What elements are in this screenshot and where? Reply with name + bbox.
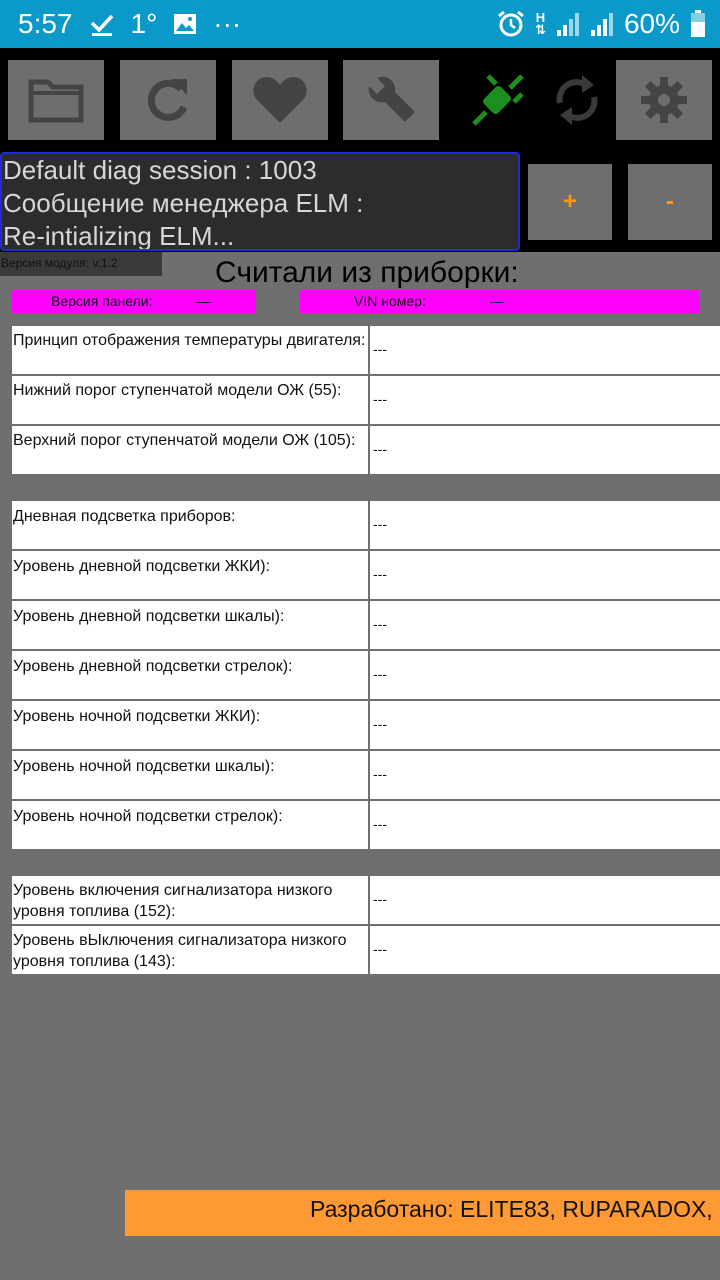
table-row bbox=[12, 651, 720, 699]
param-label: Уровень дневной подсветки ЖКИ): bbox=[12, 551, 368, 599]
panel-version-bar bbox=[12, 290, 256, 313]
param-label: Уровень ночной подсветки ЖКИ): bbox=[12, 701, 368, 749]
module-version: Версия модуля: v.1.2 bbox=[0, 252, 162, 276]
favorites-button[interactable] bbox=[232, 60, 328, 140]
network-type-icon bbox=[535, 12, 546, 36]
param-label: Уровень включения сигнализатора низкого уровня топлива (152): bbox=[12, 876, 368, 924]
param-label: Уровень вЫключения сигнализатора низкого уровня топлива (143): bbox=[12, 926, 368, 974]
param-label: Уровень ночной подсветки стрелок): bbox=[12, 801, 368, 849]
param-value: --- bbox=[370, 601, 720, 649]
read-header: Считали из приборки: bbox=[215, 256, 519, 289]
notification-count: 1° bbox=[130, 8, 158, 39]
param-value: --- bbox=[370, 876, 720, 924]
param-label: Уровень дневной подсветки шкалы): bbox=[12, 601, 368, 649]
image-icon bbox=[173, 12, 197, 36]
refresh-icon bbox=[143, 75, 193, 125]
folder-icon bbox=[28, 76, 84, 124]
toolbar bbox=[0, 48, 720, 152]
plug-icon bbox=[470, 72, 526, 128]
more-notifications: ··· bbox=[213, 8, 242, 39]
table-row bbox=[12, 701, 720, 749]
log-line-3: Re-intializing ELM... bbox=[3, 221, 235, 251]
battery-percent: 60% bbox=[623, 8, 680, 39]
open-folder-button[interactable] bbox=[8, 60, 104, 140]
developer-credits: Разработано: ELITE83, RUPARADOX, bbox=[125, 1190, 720, 1236]
param-value: --- bbox=[370, 551, 720, 599]
plus-button[interactable]: + bbox=[528, 164, 612, 240]
arrows-icon: ⇅ bbox=[535, 22, 546, 37]
vin-bar bbox=[300, 290, 699, 313]
sync-button[interactable] bbox=[529, 60, 625, 140]
vin-value: — bbox=[490, 293, 504, 309]
param-label: Нижний порог ступенчатой модели ОЖ (55): bbox=[12, 376, 368, 424]
param-value: --- bbox=[370, 701, 720, 749]
table-row bbox=[12, 801, 720, 849]
param-value: --- bbox=[370, 326, 720, 374]
sync-icon bbox=[552, 73, 602, 127]
alarm-icon bbox=[497, 10, 525, 38]
table-row bbox=[12, 376, 720, 424]
table-row bbox=[12, 876, 720, 924]
param-label: Принцип отображения температуры двигателя: bbox=[12, 326, 368, 374]
param-label: Верхний порог ступенчатой модели ОЖ (105): bbox=[12, 426, 368, 474]
status-bar bbox=[0, 0, 720, 48]
param-value: --- bbox=[370, 751, 720, 799]
signal-icon bbox=[556, 11, 580, 37]
settings-button[interactable] bbox=[616, 60, 712, 140]
elm-log[interactable] bbox=[0, 152, 520, 251]
battery-icon bbox=[690, 10, 706, 38]
heart-icon bbox=[252, 75, 308, 125]
param-value: --- bbox=[370, 926, 720, 974]
param-label: Дневная подсветка приборов: bbox=[12, 501, 368, 549]
param-value: --- bbox=[370, 651, 720, 699]
param-value: --- bbox=[370, 801, 720, 849]
tools-button[interactable] bbox=[343, 60, 439, 140]
gear-icon bbox=[639, 75, 689, 125]
check-icon bbox=[89, 11, 115, 37]
table-row bbox=[12, 551, 720, 599]
table-row bbox=[12, 926, 720, 974]
param-label: Уровень ночной подсветки шкалы): bbox=[12, 751, 368, 799]
table-row bbox=[12, 601, 720, 649]
param-value: --- bbox=[370, 376, 720, 424]
vin-label: VIN номер: bbox=[354, 293, 426, 309]
table-row bbox=[12, 426, 720, 474]
minus-button[interactable]: - bbox=[628, 164, 712, 240]
network-type-label: H bbox=[535, 10, 546, 25]
table-row bbox=[12, 751, 720, 799]
panel-version-value: — bbox=[197, 293, 211, 309]
refresh-button[interactable] bbox=[120, 60, 216, 140]
table-row bbox=[12, 501, 720, 549]
param-value: --- bbox=[370, 426, 720, 474]
log-line-2: Сообщение менеджера ELM : bbox=[3, 188, 364, 218]
message-row bbox=[0, 152, 720, 252]
signal-icon-2 bbox=[590, 11, 614, 37]
log-line-1: Default diag session : 1003 bbox=[3, 155, 317, 185]
clock: 5:57 bbox=[18, 8, 73, 39]
table-row bbox=[12, 326, 720, 374]
panel-version-label: Версия панели: bbox=[51, 293, 153, 309]
param-value: --- bbox=[370, 501, 720, 549]
wrench-icon bbox=[363, 72, 419, 128]
param-label: Уровень дневной подсветки стрелок): bbox=[12, 651, 368, 699]
